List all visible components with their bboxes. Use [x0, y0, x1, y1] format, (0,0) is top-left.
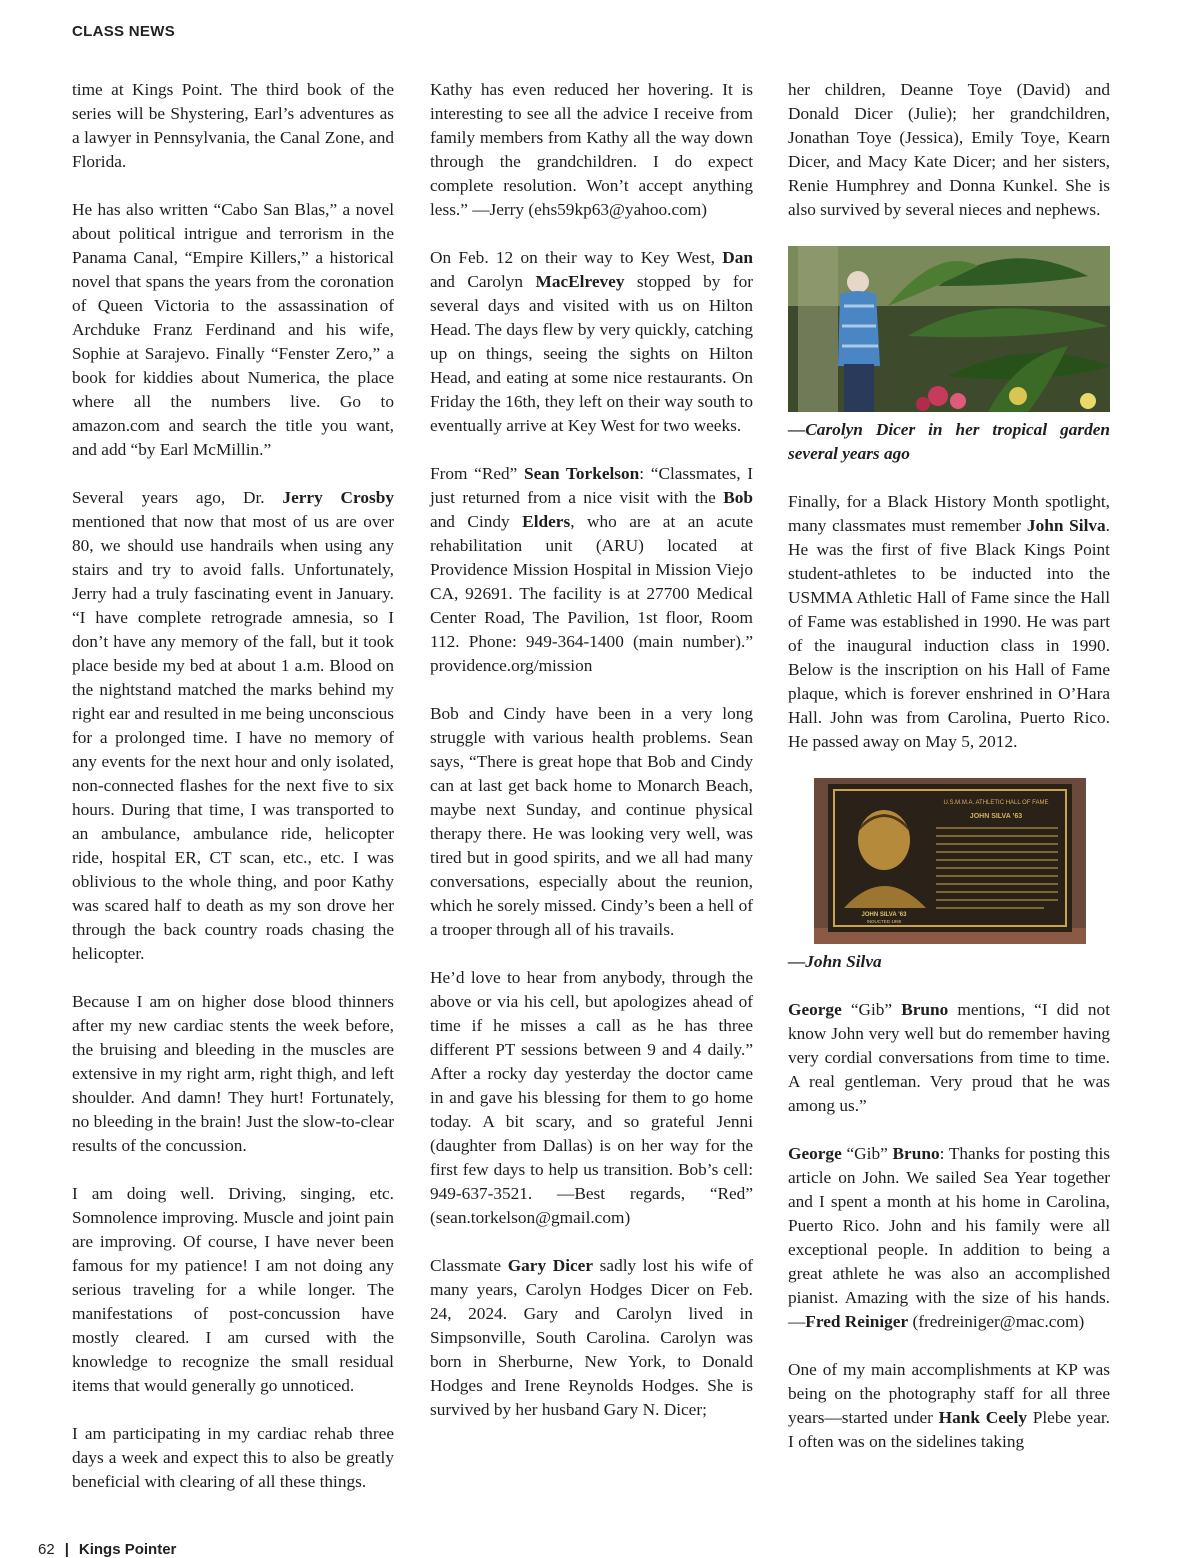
person-name: Fred Reiniger [805, 1312, 909, 1331]
person-name: Elders [522, 512, 571, 531]
person-name: Gary Dicer [507, 1256, 594, 1275]
person-name: Jerry Crosby [282, 488, 394, 507]
publication-name: Kings Pointer [78, 1541, 177, 1558]
paragraph: One of my main accomplishments at KP was being on the photography staff for all three years—started under Hank Ceely Plebe year. I often was on the sidelines taking [788, 1360, 1111, 1451]
paragraph: Kathy has even reduced her hovering. It is interesting to see all the advice I receive from family members from Kathy all the way down through the grandchildren. I do expect complete resolution. Won’t accept anything less.” —Jerry (ehs59kp63@yahoo.com) [430, 80, 753, 219]
john-silva-plaque-photo [814, 778, 1086, 944]
person-name: Sean Torkelson [524, 464, 640, 483]
paragraph: Several years ago, Dr. Jerry Crosby mentioned that now that most of us are over 80, we should use handrails when using any stairs and try to avoid falls. Unfortunately, Jerry had a truly fascinating event in January. “I have complete retrograde amnesia, so I don’t have any memory of the fall, but it took place beside my bed at about 1 a.m. Blood on the nightstand matched the marks behind my right ear and resulted in me being unconscious for a prolonged time. I have no memory of any events for the next hour and only isolated, non-connected flashes for the next five to six hours. During that time, I was transported to an ambulance, ambulance ride, helicopter ride, hospital ER, CT scan, etc., etc. I was oblivious to the whole thing, and poor Kathy was scared half to death as my son drove her through the back country roads chasing the helicopter. [72, 488, 395, 963]
column-1 [72, 78, 394, 1494]
plaque-inducted: INDUCTED 1990 [866, 919, 902, 924]
paragraph: her children, Deanne Toye (David) and Donald Dicer (Julie); her grandchildren, Jonathan Toye (Jessica), Emily Toye, Kearn Dicer, and Macy Kate Dicer; and her sisters, Renie Humphrey and Donna Kunkel. She is also survived by several nieces and nephews. [788, 80, 1110, 219]
paragraph: George “Gib” Bruno: Thanks for posting this article on John. We sailed Sea Year together and I spent a month at his home in Carolina, Puerto Rico. John and his family were all exceptional people. In addition to being a great athlete he was also an accomplished pianist. Amazing with the size of his hands. —Fred Reiniger (fredreiniger@mac.com) [788, 1144, 1111, 1331]
paragraph: He’d love to hear from anybody, through the above or via his cell, but apologizes ahead of time if he misses a call as he has three different PT sessions between 9 and 4 daily.” After a rocky day yesterday the doctor came in and gave his blessing for them to go home today. A bit scary, and so grateful Jenni (daughter from Dallas) is on her way for the first few days to help us transition. Bob’s cell: 949-637-3521. —Best regards, “Red” (sean.torkelson@gmail.com) [430, 968, 753, 1227]
person-name: George [788, 1144, 842, 1163]
paragraph: Classmate Gary Dicer sadly lost his wife of many years, Carolyn Hodges Dicer on Feb. 24, 2024. Gary and Carolyn lived in Simpsonville, South Carolina. Carolyn was born in Sherburne, New York, to Donald Hodges and Irene Reynolds Hodges. She is survived by her husband Gary N. Dicer; [430, 1256, 753, 1419]
plaque-name: JOHN SILVA ’63 [969, 813, 1023, 820]
plaque-portrait-label: JOHN SILVA ’63 [861, 912, 907, 918]
column-2 [430, 78, 753, 1422]
paragraph: Because I am on higher dose blood thinners after my new cardiac stents the week before, the bruising and bleeding in the muscles are extensive in my right arm, right thigh, and left shoulder. And damn! They hurt! Fortunately, no bleeding in the brain! Just the slow-to-clear results of the concussion. [72, 992, 395, 1155]
person-name: Hank Ceely [938, 1408, 1027, 1427]
footer-separator: | [64, 1541, 69, 1558]
paragraph: I am doing well. Driving, singing, etc. Somnolence improving. Muscle and joint pain are improving. Of course, I have never been famous for my patience! I am not doing any serious traveling for a while longer. The manifestations of post-concussion have mostly cleared. I am cursed with the knowledge to recognize the small residual items that would generally go unnoticed. [72, 1184, 394, 1395]
plaque-title: U.S.M.M.A. ATHLETIC HALL OF FAME [943, 800, 1049, 806]
paragraph: Bob and Cindy have been in a very long struggle with various health problems. Sean says, “There is great hope that Bob and Cindy can at last get back home to Monarch Beach, maybe next Sunday, and continue physical therapy there. He was looking very well, was tired but in good spirits, and we all had many conversations, especially about the reunion, which he sorely missed. Cindy’s been a hell of a trooper through all of his travails. [430, 704, 753, 939]
paragraph: On Feb. 12 on their way to Key West, Dan and Carolyn MacElrevey stopped by for several days and visited with us on Hilton Head. The days flew by very quickly, catching up on things, seeing the sights on Hilton Head, and eating at some nice restaurants. On Friday the 16th, they left on their way south to eventually arrive at Key West for two weeks. [430, 248, 753, 435]
person-name: Dan [722, 248, 753, 267]
paragraph: Finally, for a Black History Month spotlight, many classmates must remember John Silva. He was the first of five Black Kings Point student-athletes to be inducted into the USMMA Athletic Hall of Fame since the Hall of Fame was established in 1990. He was part of the inaugural induction class in 1990. Below is the inscription on his Hall of Fame plaque, which is forever enshrined in O’Hara Hall. John was from Carolina, Puerto Rico. He passed away on May 5, 2012. [788, 492, 1110, 751]
person-name: Bruno [892, 1144, 940, 1163]
page-number: 62 [38, 1541, 55, 1558]
page-footer [38, 1541, 176, 1558]
person-name: Bruno [901, 1000, 949, 1019]
person-name: George [788, 1000, 842, 1019]
paragraph: I am participating in my cardiac rehab three days a week and expect this to also be greatly beneficial with clearing of all these things. [72, 1424, 394, 1491]
paragraph: He has also written “Cabo San Blas,” a novel about political intrigue and terrorism in the Panama Canal, “Empire Killers,” a historical novel that spans the years from the coronation of Queen Victoria to the assassination of Archduke Franz Ferdinand and his wife, Sophie at Sarajevo. Finally “Fenster Zero,” a book for kiddies about Numerica, the place where all the numbers live. Go to amazon.com and search the title you want, and add “by Earl McMillin.” [72, 200, 394, 459]
section-header: CLASS NEWS [72, 23, 176, 40]
person-name: Bob [723, 488, 753, 507]
person-name: John Silva [1026, 516, 1106, 535]
column-3 [788, 78, 1110, 1454]
paragraph: From “Red” Sean Torkelson: “Classmates, I just returned from a nice visit with the Bob and Cindy Elders, who are at an acute rehabilitation unit (ARU) located at Providence Mission Hospital in Mission Viejo CA, 92691. The facility is at 27700 Medical Center Road, The Pavilion, 1st floor, Room 112. Phone: 949-364-1400 (main number).” providence.org/mission [430, 464, 754, 675]
photo-caption: —John Silva [788, 952, 882, 971]
paragraph: time at Kings Point. The third book of the series will be Shystering, Earl’s adventures as a lawyer in Pennsylvania, the Canal Zone, and Florida. [72, 80, 394, 171]
carolyn-dicer-garden-photo [788, 246, 1110, 412]
person-name: MacElrevey [535, 272, 625, 291]
paragraph: George “Gib” Bruno mentions, “I did not know John very well but do remember having very cordial conversations from time to time. A real gentleman. Very proud that he was among us.” [788, 1000, 1110, 1115]
photo-caption: —Carolyn Dicer in her tropical garden several years ago [788, 420, 1110, 463]
